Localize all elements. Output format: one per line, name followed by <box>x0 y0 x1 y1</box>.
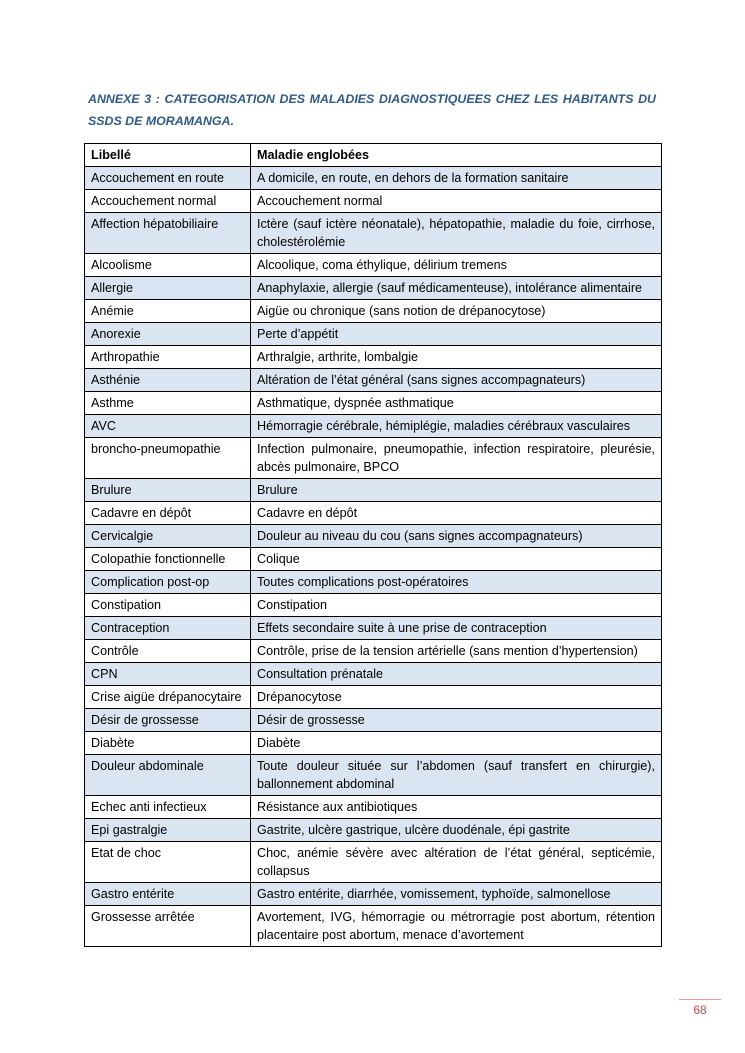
row-diseases: Effets secondaire suite à une prise de contraception <box>251 617 662 640</box>
row-diseases: Avortement, IVG, hémorragie ou métrorragie post abortum, rétention placentaire post abortum, menace d’avortement <box>251 906 662 947</box>
row-label: broncho-pneumopathie <box>85 438 251 479</box>
row-label: Affection hépatobiliaire <box>85 213 251 254</box>
row-diseases: Altération de l’état général (sans signes accompagnateurs) <box>251 369 662 392</box>
row-label: Douleur abdominale <box>85 755 251 796</box>
row-label: Colopathie fonctionnelle <box>85 548 251 571</box>
row-label: Contrôle <box>85 640 251 663</box>
row-label: AVC <box>85 415 251 438</box>
row-label: Constipation <box>85 594 251 617</box>
row-label: Accouchement normal <box>85 190 251 213</box>
row-diseases: Consultation prénatale <box>251 663 662 686</box>
annex-title <box>88 88 656 132</box>
row-label: Gastro entérite <box>85 883 251 906</box>
table-row <box>85 346 662 369</box>
table-row <box>85 438 662 479</box>
disease-categorization-table <box>84 143 662 947</box>
table-row <box>85 594 662 617</box>
row-diseases: Gastrite, ulcère gastrique, ulcère duodénale, épi gastrite <box>251 819 662 842</box>
row-diseases: Infection pulmonaire, pneumopathie, infection respiratoire, pleurésie, abcès pulmonaire, BPCO <box>251 438 662 479</box>
row-diseases: Cadavre en dépôt <box>251 502 662 525</box>
row-label: Epi gastralgie <box>85 819 251 842</box>
row-diseases: Désir de grossesse <box>251 709 662 732</box>
row-diseases: Anaphylaxie, allergie (sauf médicamenteuse), intolérance alimentaire <box>251 277 662 300</box>
row-label: Cadavre en dépôt <box>85 502 251 525</box>
page-number-rule <box>679 999 721 1000</box>
row-diseases: Diabète <box>251 732 662 755</box>
page-number: 68 <box>693 1003 707 1017</box>
table-body <box>85 167 662 947</box>
row-diseases: Hémorragie cérébrale, hémiplégie, maladies cérébraux vasculaires <box>251 415 662 438</box>
table-row <box>85 502 662 525</box>
row-label: Diabète <box>85 732 251 755</box>
annex-title-line-1: ANNEXE 3 : CATEGORISATION DES MALADIES DIAGNOSTIQUEES CHEZ LES HABITANTS DU <box>88 92 656 106</box>
row-diseases: Alcoolique, coma éthylique, délirium tremens <box>251 254 662 277</box>
table-row <box>85 369 662 392</box>
table-header-row <box>85 144 662 167</box>
table-row <box>85 842 662 883</box>
row-label: Brulure <box>85 479 251 502</box>
row-diseases: Colique <box>251 548 662 571</box>
row-diseases: Douleur au niveau du cou (sans signes accompagnateurs) <box>251 525 662 548</box>
row-label: Asthme <box>85 392 251 415</box>
row-diseases: Toutes complications post-opératoires <box>251 571 662 594</box>
row-diseases: Ictère (sauf ictère néonatale), hépatopathie, maladie du foie, cirrhose, cholestérolémie <box>251 213 662 254</box>
row-diseases: Gastro entérite, diarrhée, vomissement, typhoïde, salmonellose <box>251 883 662 906</box>
row-label: Accouchement en route <box>85 167 251 190</box>
row-diseases: Constipation <box>251 594 662 617</box>
row-label: Crise aigüe drépanocytaire <box>85 686 251 709</box>
table-row <box>85 640 662 663</box>
table-row <box>85 254 662 277</box>
row-label: Complication post-op <box>85 571 251 594</box>
row-label: Contraception <box>85 617 251 640</box>
row-label: Allergie <box>85 277 251 300</box>
table-row <box>85 525 662 548</box>
row-diseases: Choc, anémie sévère avec altération de l’état général, septicémie, collapsus <box>251 842 662 883</box>
table-row <box>85 755 662 796</box>
row-label: Echec anti infectieux <box>85 796 251 819</box>
row-label: Anémie <box>85 300 251 323</box>
row-label: Cervicalgie <box>85 525 251 548</box>
table-row <box>85 190 662 213</box>
table-row <box>85 617 662 640</box>
row-diseases: Aigüe ou chronique (sans notion de drépanocytose) <box>251 300 662 323</box>
table-row <box>85 709 662 732</box>
table-row <box>85 906 662 947</box>
row-diseases: Drépanocytose <box>251 686 662 709</box>
header-label: Libellé <box>85 144 251 167</box>
table-row <box>85 479 662 502</box>
table-row <box>85 415 662 438</box>
table-row <box>85 392 662 415</box>
annex-title-line-2: SSDS DE MORAMANGA. <box>88 114 234 128</box>
table-row <box>85 167 662 190</box>
table-row <box>85 548 662 571</box>
row-label: Anorexie <box>85 323 251 346</box>
table-row <box>85 732 662 755</box>
row-diseases: Perte d’appétit <box>251 323 662 346</box>
table-row <box>85 796 662 819</box>
row-label: Alcoolisme <box>85 254 251 277</box>
row-diseases: Asthmatique, dyspnée asthmatique <box>251 392 662 415</box>
row-diseases: A domicile, en route, en dehors de la formation sanitaire <box>251 167 662 190</box>
row-label: Asthénie <box>85 369 251 392</box>
header-diseases: Maladie englobées <box>251 144 662 167</box>
table-row <box>85 686 662 709</box>
table-row <box>85 300 662 323</box>
table-row <box>85 819 662 842</box>
table-row <box>85 213 662 254</box>
row-diseases: Toute douleur située sur l’abdomen (sauf transfert en chirurgie), ballonnement abdominal <box>251 755 662 796</box>
table-row <box>85 571 662 594</box>
row-diseases: Brulure <box>251 479 662 502</box>
row-diseases: Arthralgie, arthrite, lombalgie <box>251 346 662 369</box>
row-label: Arthropathie <box>85 346 251 369</box>
table-row <box>85 277 662 300</box>
table-row <box>85 323 662 346</box>
row-diseases: Résistance aux antibiotiques <box>251 796 662 819</box>
row-label: Etat de choc <box>85 842 251 883</box>
table-row <box>85 883 662 906</box>
row-diseases: Accouchement normal <box>251 190 662 213</box>
table-row <box>85 663 662 686</box>
row-label: Désir de grossesse <box>85 709 251 732</box>
row-diseases: Contrôle, prise de la tension artérielle (sans mention d’hypertension) <box>251 640 662 663</box>
row-label: Grossesse arrêtée <box>85 906 251 947</box>
row-label: CPN <box>85 663 251 686</box>
